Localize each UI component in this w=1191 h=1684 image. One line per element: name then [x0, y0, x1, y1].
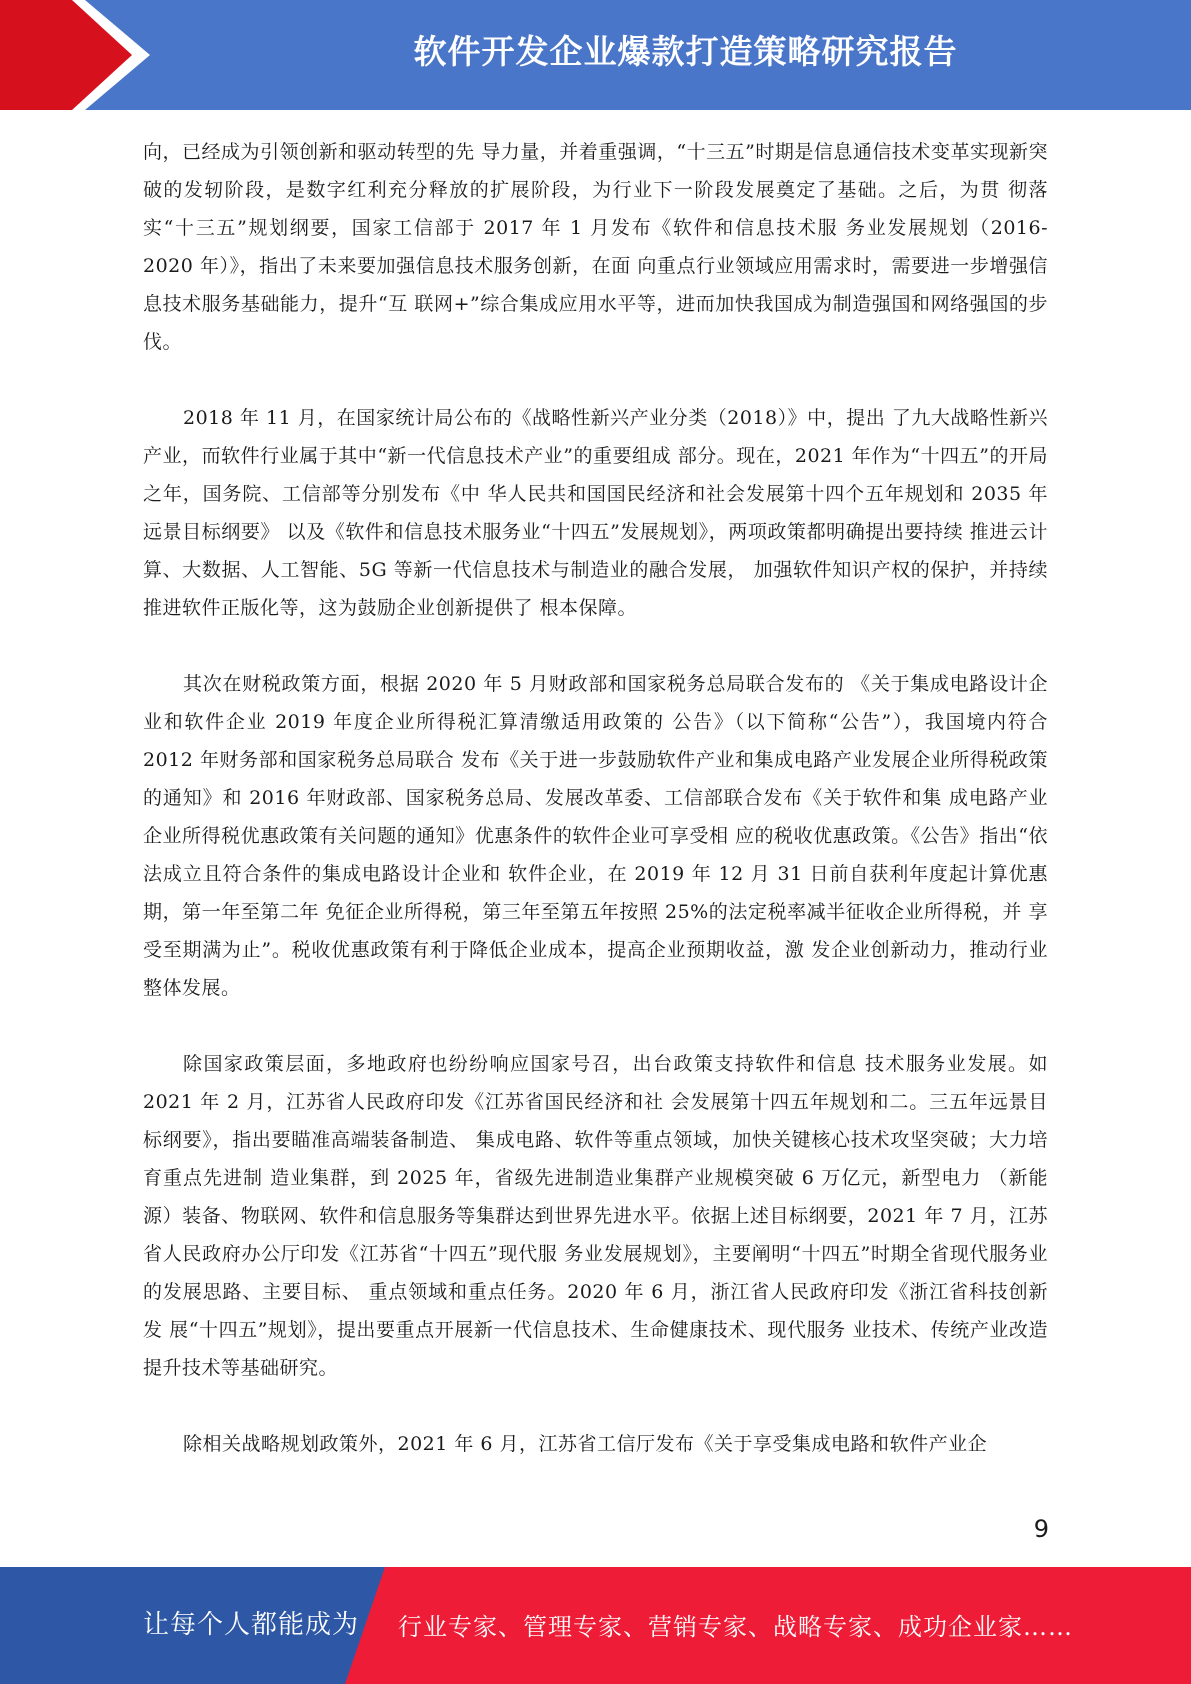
report-body [143, 133, 1048, 1501]
footer-slogan-prefix: 让每个人都能成为 [143, 1610, 360, 1640]
header-arrow-decoration [0, 0, 155, 110]
page-number: 9 [1033, 1515, 1049, 1543]
body-paragraph: 除国家政策层面，多地政府也纷纷响应国家号召，出台政策支持软件和信息 技术服务业发展。如 2021 年 2 月，江苏省人民政府印发《江苏省国民经济和社 会发展第十四五年规划和二。三五年远景目标纲要》，指出要瞄准高端装备制造、 集成电路、软件等重点领域，加快关键核心技术攻坚突破；大力培育重点先进制 造业集群，到 2025 年，省级先进制造业集群产业规模突破 6 万亿元，新型电力 （新能源）装备、物联网、软件和信息服务等集群达到世界先进水平。依据上述目标纲要，2021 年 7 月，江苏省人民政府办公厅印发《江苏省“十四五”现代服 务业发展规划》，主要阐明“十四五”时期全省现代服务业的发展思路、主要目标、 重点领域和重点任务。2020 年 6 月，浙江省人民政府印发《浙江省科技创新发 展“十四五”规划》，提出要重点开展新一代信息技术、生命健康技术、现代服务 业技术、传统产业改造提升技术等基础研究。 [143, 1053, 1048, 1379]
page-footer [0, 1567, 1191, 1684]
page-header [0, 0, 1191, 110]
body-paragraph: 其次在财税政策方面，根据 2020 年 5 月财政部和国家税务总局联合发布的 《关于集成电路设计企业和软件企业 2019 年度企业所得税汇算清缴适用政策的 公告》（以下简称“公告”），我国境内符合 2012 年财务部和国家税务总局联合 发布《关于进一步鼓励软件产业和集成电路产业发展企业所得税政策的通知》和 2016 年财政部、国家税务总局、发展改革委、工信部联合发布《关于软件和集 成电路产业企业所得税优惠政策有关问题的通知》优惠条件的软件企业可享受相 应的税收优惠政策。《公告》指出“依法成立且符合条件的集成电路设计企业和 软件企业，在 2019 年 12 月 31 日前自获利年度起计算优惠期，第一年至第二年 免征企业所得税，第三年至第五年按照 25%的法定税率减半征收企业所得税，并 享受至期满为止”。税收优惠政策有利于降低企业成本，提高企业预期收益，激 发企业创新动力，推动行业整体发展。 [143, 673, 1048, 999]
body-paragraph: 向，已经成为引领创新和驱动转型的先 导力量，并着重强调，“十三五”时期是信息通信技术变革实现新突破的发轫阶段，是数字红利充分释放的扩展阶段，为行业下一阶段发展奠定了基础。之后，为贯 彻落实“十三五”规划纲要，国家工信部于 2017 年 1 月发布《软件和信息技术服 务业发展规划（2016-2020 年）》，指出了未来要加强信息技术服务创新，在面 向重点行业领域应用需求时，需要进一步增强信息技术服务基础能力，提升“互 联网+”综合集成应用水平等，进而加快我国成为制造强国和网络强国的步伐。 [143, 141, 1048, 353]
body-paragraph: 2018 年 11 月，在国家统计局公布的《战略性新兴产业分类（2018）》中，提出 了九大战略性新兴产业，而软件行业属于其中“新一代信息技术产业”的重要组成 部分。现在，2021 年作为“十四五”的开局之年，国务院、工信部等分别发布《中 华人民共和国国民经济和社会发展第十四个五年规划和 2035 年远景目标纲要》 以及《软件和信息技术服务业“十四五”发展规划》，两项政策都明确提出要持续 推进云计算、大数据、人工智能、5G 等新一代信息技术与制造业的融合发展， 加强软件知识产权的保护，并持续推进软件正版化等，这为鼓励企业创新提供了 根本保障。 [143, 407, 1048, 619]
body-paragraph: 除相关战略规划政策外，2021 年 6 月，江苏省工信厅发布《关于享受集成电路和软件产业企 [183, 1433, 988, 1455]
report-title: 软件开发企业爆款打造策略研究报告 [413, 32, 958, 71]
footer-slogan-roles: 行业专家、管理专家、营销专家、战略专家、成功企业家…… [398, 1613, 1073, 1641]
